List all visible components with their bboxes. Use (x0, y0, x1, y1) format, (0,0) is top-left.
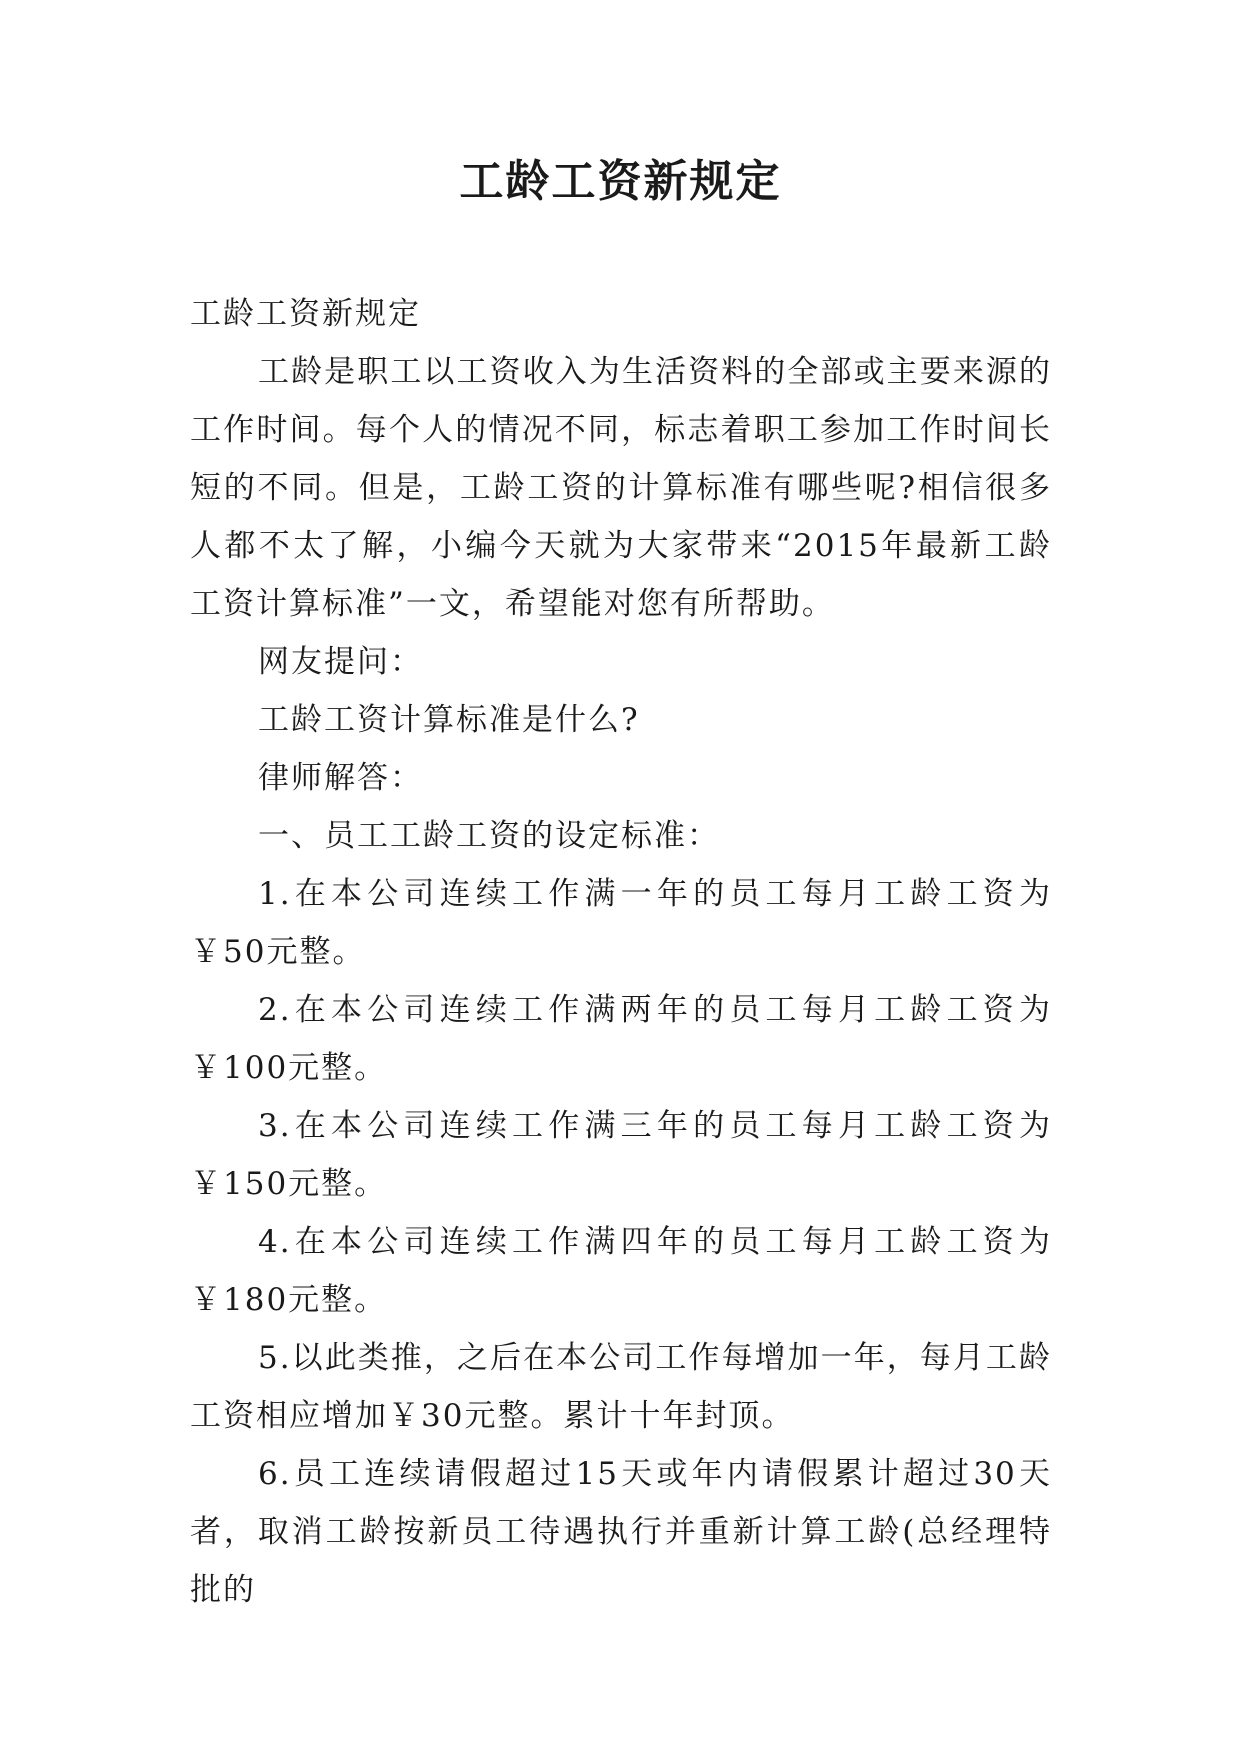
section-heading: 一、员工工龄工资的设定标准： (258, 818, 720, 854)
document-body (190, 285, 1052, 1619)
answer-label: 律师解答： (258, 760, 423, 796)
rule-item-2: 2.在本公司连续工作满两年的员工每月工龄工资为￥100元整。 (190, 992, 1052, 1086)
body-heading: 工龄工资新规定 (190, 296, 421, 332)
rule-item-5: 5.以此类推，之后在本公司工作每增加一年，每月工龄工资相应增加￥30元整。累计十年封顶。 (190, 1340, 1052, 1434)
intro-paragraph: 工龄是职工以工资收入为生活资料的全部或主要来源的工作时间。每个人的情况不同，标志着职工参加工作时间长短的不同。但是，工龄工资的计算标准有哪些呢?相信很多人都不太了解，小编今天就为大家带来“2015年最新工龄工资计算标准”一文，希望能对您有所帮助。 (190, 354, 1052, 622)
rule-item-4: 4.在本公司连续工作满四年的员工每月工龄工资为￥180元整。 (190, 1224, 1052, 1318)
question-label: 网友提问： (258, 644, 423, 680)
rule-item-6: 6.员工连续请假超过15天或年内请假累计超过30天者，取消工龄按新员工待遇执行并重新计算工龄(总经理特批的 (190, 1456, 1052, 1608)
question-text: 工龄工资计算标准是什么? (258, 702, 640, 738)
rule-item-3: 3.在本公司连续工作满三年的员工每月工龄工资为￥150元整。 (190, 1108, 1052, 1202)
document-title: 工龄工资新规定 (459, 156, 782, 207)
rule-item-1: 1.在本公司连续工作满一年的员工每月工龄工资为￥50元整。 (190, 876, 1052, 970)
